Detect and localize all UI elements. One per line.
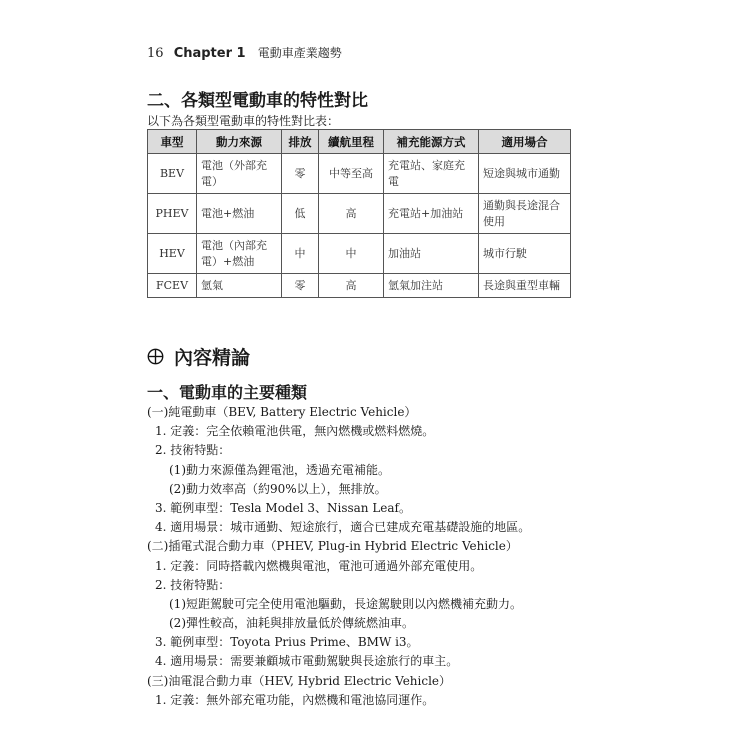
column-header: 車型 xyxy=(148,130,197,154)
table-cell: 短途與城市通勤 xyxy=(479,154,571,194)
table-cell: 電池（內部充電）+燃油 xyxy=(197,234,282,274)
table-cell: 高 xyxy=(319,194,384,234)
column-header: 續航里程 xyxy=(319,130,384,154)
table-header-row xyxy=(148,130,571,154)
table-cell: 充電站+加油站 xyxy=(384,194,479,234)
column-header: 補充能源方式 xyxy=(384,130,479,154)
page-number: 16 xyxy=(147,46,164,61)
table-cell: 零 xyxy=(282,274,319,298)
column-header: 動力來源 xyxy=(197,130,282,154)
list-item: 4. 適用場景：需要兼顧城市電動駕駛與長途旅行的車主。 xyxy=(155,654,459,669)
section-title: 內容精論 xyxy=(174,347,251,369)
table-row xyxy=(148,194,571,234)
running-header xyxy=(147,44,342,61)
table-cell: 電池+燃油 xyxy=(197,194,282,234)
list-item: 1. 定義：完全依賴電池供電，無內燃機或燃料燃燒。 xyxy=(155,424,435,439)
list-item: 1. 定義：無外部充電功能，內燃機和電池協同運作。 xyxy=(155,692,435,707)
list-item: 4. 適用場景：城市通勤、短途旅行，適合已建成充電基礎設施的地區。 xyxy=(155,520,531,535)
sub-list-item: (1)動力來源僅為鋰電池，透過充電補能。 xyxy=(169,462,390,477)
table-cell: 氫氣加注站 xyxy=(384,274,479,298)
comparison-table xyxy=(147,129,571,298)
sub-list-item: (1)短距駕駛可完全使用電池驅動，長途駕駛則以內燃機補充動力。 xyxy=(169,596,523,611)
table-cell: BEV xyxy=(148,154,197,194)
table-cell: 加油站 xyxy=(384,234,479,274)
table-cell: 中等至高 xyxy=(319,154,384,194)
list-heading: (一)純電動車（BEV, Battery Electric Vehicle） xyxy=(147,405,417,419)
list-heading: (三)油電混合動力車（HEV, Hybrid Electric Vehicle） xyxy=(147,673,452,688)
sub-list-item: (2)動力效率高（約90%以上），無排放。 xyxy=(169,481,387,496)
body-text xyxy=(147,403,587,710)
chapter-title: 電動車產業趨勢 xyxy=(257,46,342,60)
table-cell: 充電站、家庭充電 xyxy=(384,154,479,194)
comparison-heading: 二、各類型電動車的特性對比 xyxy=(147,91,368,111)
chapter-label: Chapter 1 xyxy=(173,46,246,61)
table-cell: 氫氣 xyxy=(197,274,282,298)
table-cell: 低 xyxy=(282,194,319,234)
column-header: 排放 xyxy=(282,130,319,154)
list-heading: (二)插電式混合動力車（PHEV, Plug-in Hybrid Electric Vehicle） xyxy=(147,539,518,554)
table-cell: HEV xyxy=(148,234,197,274)
section-heading xyxy=(147,343,250,370)
list-item: 2. 技術特點： xyxy=(155,577,231,592)
circle-plus-icon xyxy=(147,348,164,365)
subsection-title: 一、電動車的主要種類 xyxy=(147,383,308,402)
table-cell: PHEV xyxy=(148,194,197,234)
list-item: 1. 定義：同時搭載內燃機與電池，電池可通過外部充電使用。 xyxy=(155,558,483,573)
table-row xyxy=(148,234,571,274)
list-item: 3. 範例車型：Tesla Model 3、Nissan Leaf。 xyxy=(155,500,412,515)
list-item: 2. 技術特點： xyxy=(155,443,231,458)
table-row xyxy=(148,274,571,298)
table-cell: 中 xyxy=(319,234,384,274)
table-cell: 城市行駛 xyxy=(479,234,571,274)
comparison-intro: 以下為各類型電動車的特性對比表： xyxy=(147,114,340,128)
table-cell: 通勤與長途混合使用 xyxy=(479,194,571,234)
column-header: 適用場合 xyxy=(479,130,571,154)
table-cell: 高 xyxy=(319,274,384,298)
table-cell: 電池（外部充電） xyxy=(197,154,282,194)
sub-list-item: (2)彈性較高，油耗與排放量低於傳統燃油車。 xyxy=(169,616,414,631)
table-cell: FCEV xyxy=(148,274,197,298)
table-cell: 零 xyxy=(282,154,319,194)
table-row xyxy=(148,154,571,194)
list-item: 3. 範例車型：Toyota Prius Prime、BMW i3。 xyxy=(155,635,419,650)
table-cell: 中 xyxy=(282,234,319,274)
table-cell: 長途與重型車輛 xyxy=(479,274,571,298)
